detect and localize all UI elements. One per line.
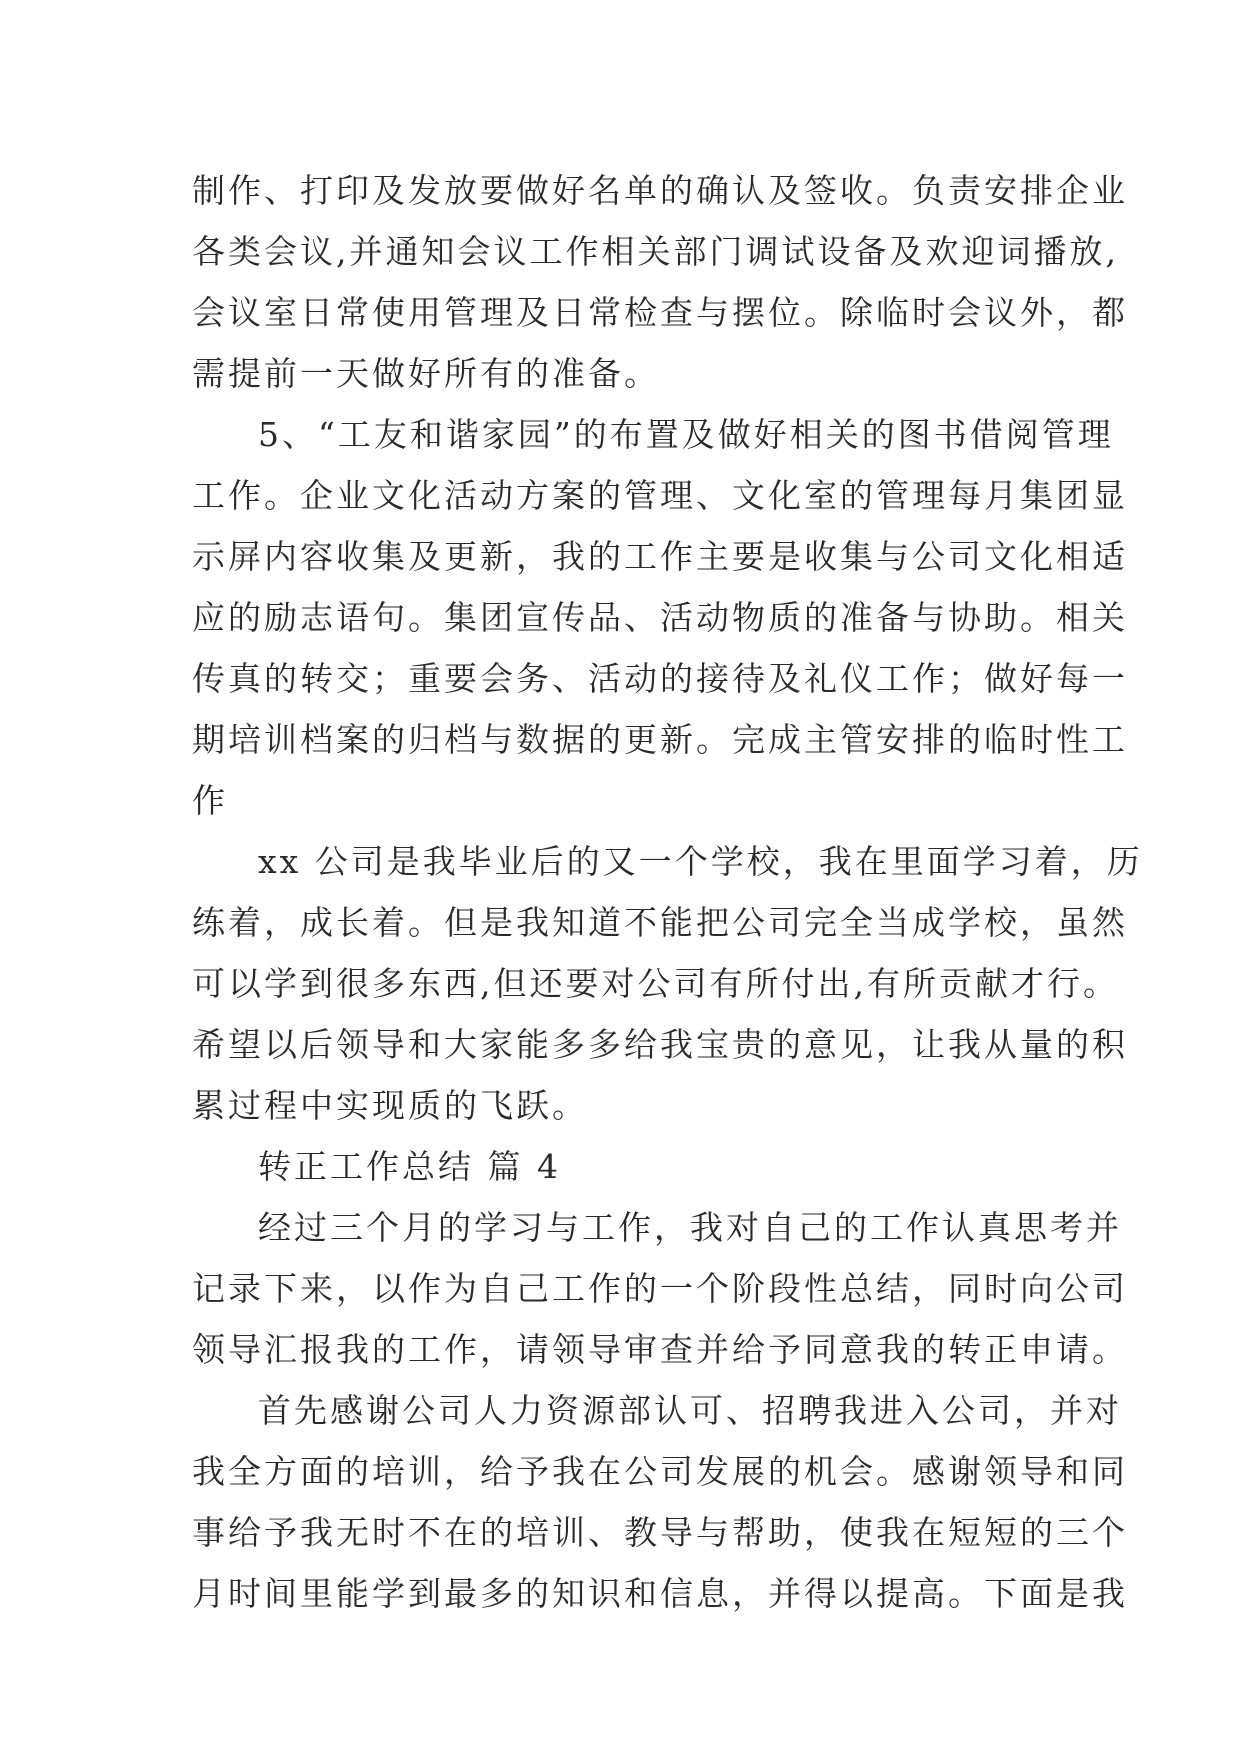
section-heading: 转正工作总结 篇 4	[258, 1147, 561, 1186]
text-line: 事给予我无时不在的培训、教导与帮助，使我在短短的三个	[192, 1513, 1128, 1552]
text-line: 我全方面的培训，给予我在公司发展的机会。感谢领导和同	[192, 1452, 1128, 1491]
text-line: 工作。企业文化活动方案的管理、文化室的管理每月集团显	[192, 476, 1128, 515]
text-line: 希望以后领导和大家能多多给我宝贵的意见，让我从量的积	[192, 1025, 1128, 1064]
text-line: 记录下来，以作为自己工作的一个阶段性总结，同时向公司	[192, 1269, 1128, 1308]
body-text	[192, 160, 1192, 1624]
text-line: 会议室日常使用管理及日常检查与摆位。除临时会议外，都	[192, 293, 1128, 332]
text-line: 经过三个月的学习与工作，我对自己的工作认真思考并	[258, 1208, 1122, 1247]
text-line: 示屏内容收集及更新，我的工作主要是收集与公司文化相适	[192, 537, 1128, 576]
text-line: 练着，成长着。但是我知道不能把公司完全当成学校，虽然	[192, 903, 1128, 942]
text-line: 各类会议,并通知会议工作相关部门调试设备及欢迎词播放,	[192, 232, 1119, 271]
text-line: xx 公司是我毕业后的又一个学校，我在里面学习着，历	[258, 842, 1143, 881]
text-line: 可以学到很多东西,但还要对公司有所付出,有所贡献才行。	[192, 964, 1119, 1003]
text-line: 应的励志语句。集团宣传品、活动物质的准备与协助。相关	[192, 598, 1128, 637]
text-line: 月时间里能学到最多的知识和信息，并得以提高。下面是我	[192, 1574, 1128, 1613]
text-line: 领导汇报我的工作，请领导审查并给予同意我的转正申请。	[192, 1330, 1128, 1369]
text-line: 制作、打印及发放要做好名单的确认及签收。负责安排企业	[192, 171, 1128, 210]
text-line: 需提前一天做好所有的准备。	[192, 354, 660, 393]
text-line: 期培训档案的归档与数据的更新。完成主管安排的临时性工	[192, 720, 1128, 759]
text-line: 5、“工友和谐家园”的布置及做好相关的图书借阅管理	[258, 415, 1114, 454]
text-line: 首先感谢公司人力资源部认可、招聘我进入公司，并对	[258, 1391, 1122, 1430]
text-line: 传真的转交；重要会务、活动的接待及礼仪工作；做好每一	[192, 659, 1128, 698]
text-line: 作	[192, 781, 228, 820]
text-line: 累过程中实现质的飞跃。	[192, 1086, 588, 1125]
